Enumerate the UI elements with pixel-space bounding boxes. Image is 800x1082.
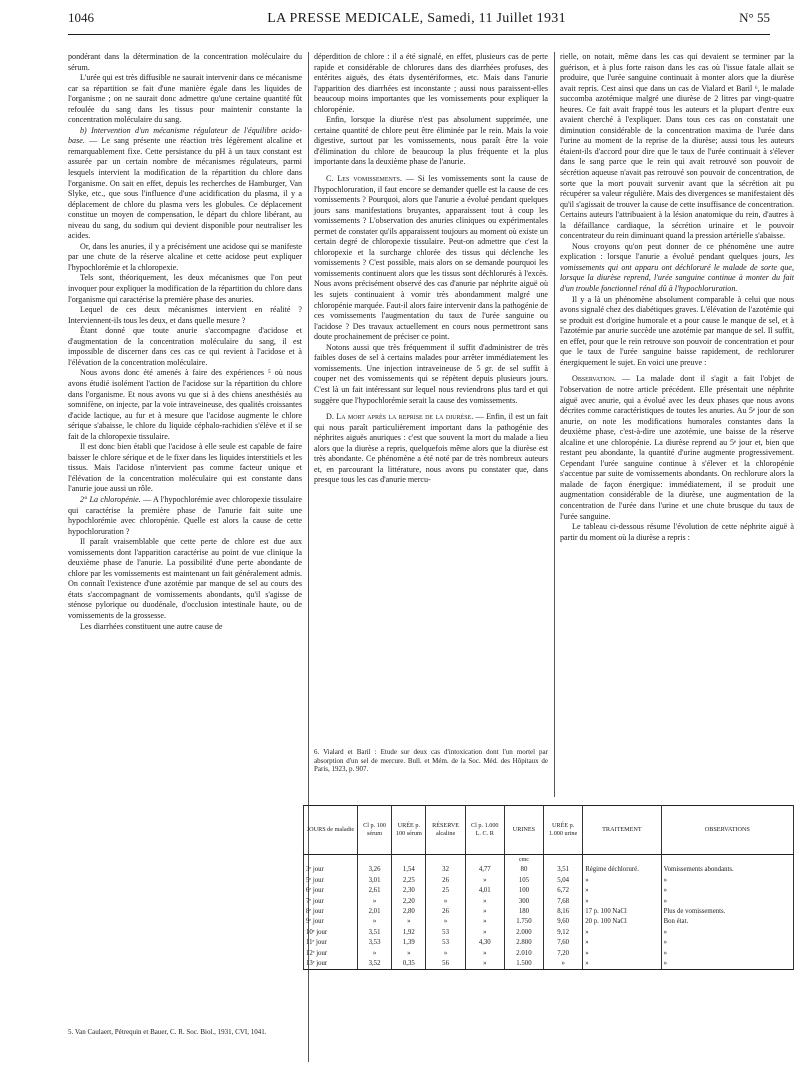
table-cell: 3,51 bbox=[544, 865, 583, 875]
table-cell: 2,80 bbox=[392, 907, 426, 917]
paragraph-text: Or, dans les anuries, il y a précisément une acidose qui se manifeste par une chute de la réserve alcaline et cette acidose peut expliquer l'hypochlorémie et la chloropexie. bbox=[68, 241, 302, 272]
table-cell: » bbox=[583, 959, 661, 970]
table-cell: 4,01 bbox=[465, 886, 504, 896]
table-cell: 300 bbox=[504, 897, 543, 907]
paragraph bbox=[68, 273, 302, 305]
table-cell: 0,35 bbox=[392, 959, 426, 970]
unit-row bbox=[304, 855, 794, 866]
table-cell: » bbox=[465, 917, 504, 927]
table-cell: 8ᵉ jour bbox=[304, 907, 358, 917]
table-cell: 4,77 bbox=[465, 865, 504, 875]
table-cell: » bbox=[465, 959, 504, 970]
paragraph-text: rielle, on notait, même dans les cas qui devaient se terminer par la guérison, et à plus forte raison dans les cas où l'issue fatale allait se produire, que l'urée sanguine continuait à monter alors que la diurèse avait repris. Cest ainsi que dans un cas de Vialard et Baril ⁶, le malade succomba azotémique malgré une diurèse de 2 litres par vingt-quatre heures. Ce fait avait frappé tous les auteurs et la plupart d'entre eux avaient cherché à l'expliquer. Dans tous ces cas on constatait une diminution considérable de la concentration maxima de l'urée dans l'urine au moment de la reprise de la diurèse; aussi tous les auteurs étaient-ils d'accord pour dire que le taux de l'urée continuait à s'élever dans le sang parce que le rein qui avait retrouvé son pouvoir de sécrétion aqueuse n'avait pas retrouvé son pouvoir de concentration, de sorte que la mort pouvait survenir avant que la sécrétion ait pu récupérer sa valeur régulière. Mais des divergences se manifestaient dès qu'il s'agissait de trouver la cause de cette insuffisance de concentration. Certains auteurs l'attribuaient à la lésion anatomique du rein, d'autres à la défaillance cardiaque, la sécrétion urinaire et le pouvoir concentrateur du rein diminuant quand la pression artérielle s'abaisse. bbox=[560, 52, 794, 241]
table-cell: 2.800 bbox=[504, 938, 543, 948]
table-cell: 1,54 bbox=[392, 865, 426, 875]
table-cell: 5,04 bbox=[544, 876, 583, 886]
paragraph-text: Tels sont, théoriquement, les deux mécanismes que l'on peut invoquer pour expliquer la modification de la répartition du chlore dans l'organisme qui caractérise la première phase des anuries. bbox=[68, 273, 302, 304]
table-cell: 26 bbox=[426, 907, 465, 917]
column-header: Cl p. 100 sérum bbox=[357, 806, 391, 855]
table-cell: 3ᵉ jour bbox=[304, 865, 358, 875]
paragraph-text: Il est donc bien établi que l'acidose à elle seule est capable de faire baisser le chlore sérique et de le fixer dans les liquides interstitiels et les tissus. Mais l'acidose n'intervient pas comme facteur unique et l'élévation de la concentration moléculaire qui est constante dans l'anurie joue aussi un rôle. bbox=[68, 442, 302, 494]
subsection-lead: 2° La chloropénie. bbox=[80, 494, 141, 504]
paragraph-text: Nous avons donc été amenés à faire des expériences ⁵ où nous avons étudié isolément l'action de l'acidose sur la répartition du chlore dans l'organisme. Et nous avons vu que si à des chiens anesthésiés au somnifène, on injecte, par la voie intraveineuse, des qualités croissantes d'acide lactique, au fur et à mesure que l'acidose augmente le chlore sérique s'abaisse, le chlore du liquide céphalo-rachidien s'élève et il se fait de la chloropexie tissulaire. bbox=[68, 368, 302, 441]
unit-cell bbox=[392, 855, 426, 866]
paragraph-text: Nous croyons qu'on peut donner de ce phénomène une autre explication : lorsque l'anurie a évolué pendant quelques jours, bbox=[560, 241, 794, 262]
paragraph-text: — La malade dont il s'agit a fait l'objet de l'observation de notre article précédent. Elle présentait une néphrite aiguë avec anurie, qui a évolué avec les deux phases que nous avons décrites comme caractéristiques de toutes les anuries. Au 5ᵉ jour de son anurie, on note les modifications humorales constantes dans la deuxième phase, c'est-à-dire une azotémie, une baisse de la réserve alcaline et une chloropénie. La diurèse reprend au 5ᵉ jour et, bien que restant peu abondante, la quantité d'urine augmente progressivement. Cependant l'urée sanguine continue à s'élever et la chloropénie s'accentue par suite de vomissements abondants. On rechlorure alors la malade de façon énergique: immédiatement, il se produit une augmentation considérable de la diurèse, une augmentation de la concentration de l'urée dans l'urine et une chute brusque du taux de l'urée sanguine. bbox=[560, 374, 794, 521]
paragraph bbox=[314, 412, 548, 486]
table-cell: » bbox=[357, 897, 391, 907]
table-cell: » bbox=[426, 897, 465, 907]
column-1 bbox=[68, 52, 302, 632]
table-cell: Bon état. bbox=[661, 917, 793, 927]
table-cell: 12ᵉ jour bbox=[304, 949, 358, 959]
table-cell: 26 bbox=[426, 876, 465, 886]
table-cell: » bbox=[583, 928, 661, 938]
paragraph-text: — A l'hypochlorémie avec chloropexie tissulaire qui caractérise la première phase de l'anurie fait suite une hypochlorémie avec chloropénie. Quelle est alors la cause de cette hypochloruration ? bbox=[68, 494, 302, 536]
column-header: JOURS de maladie bbox=[304, 806, 358, 855]
table-cell: 2,01 bbox=[357, 907, 391, 917]
table-cell: » bbox=[357, 949, 391, 959]
table-cell: 13ᵉ jour bbox=[304, 959, 358, 970]
table-row bbox=[304, 886, 794, 896]
table-cell: » bbox=[661, 959, 793, 970]
column-header: Cl p. 1.000 L. C. R bbox=[465, 806, 504, 855]
paragraph-text: Enfin, lorsque la diurèse n'est pas absolument supprimée, une certaine quantité de chlore peut être éliminée par le rein. Mais la voie digestive, surtout par les vomissements, nous paraît être la voie d'élimination du chlore de beaucoup la plus fréquente et la plus importante dans la deuxième phase de l'anurie. bbox=[314, 115, 548, 167]
table-cell: » bbox=[661, 897, 793, 907]
table-cell: » bbox=[426, 949, 465, 959]
table-cell: 2,61 bbox=[357, 886, 391, 896]
paragraph-text: — Le sang présente une réaction très légèrement alcaline et remarquablement fixe. Cette persistance du pH à un taux constant est assurée par un certain nombre de mécanismes régulateurs, parmi lesquels intervient la modification de la répartition du chlore dans l'organisme. On sait en effet, depuis les recherches de Hamburger, Van Slyke, etc., que sous l'influence d'une acidification du plasma, il y a déplacement de chlore du plasma vers les globules. Ce déplacement constitue un moyen de compensation, le départ du chlore libérant, au niveau du sang, du sodium qui devient disponible pour neutraliser les acides. bbox=[68, 136, 302, 241]
table-cell: » bbox=[392, 917, 426, 927]
paragraph-text: — Si les vomissements sont la cause de l'hypochloruration, il faut encore se demander quelle est la cause de ces vomissements ? Pourquoi, alors que l'anurie a évolué pendant quelques jours sans manifestations bruyantes, apparaissent tout à coup les vomissements ? L'observation des anuries cliniques ou expérimentales permet de constater qu'ils apparaissent toujours au moment où existe un certain degré de chloropexie tissulaire. Peut-on admettre que c'est la chloropexie et la surcharge chlorée des tissus qui déclenche les vomissements ? C'est possible, mais alors on se demande pourquoi les vomissements continuent alors que les tissus sont déchlorurés à l'excès. Nous avons précisément observé des cas d'anurie par néphrite aiguë où les sujets continuaient à vomir très abondamment malgré une chloropénie marquée. Faut-il alors faire intervenir dans la pathogénie de ces vomissements l'augmentation du taux de l'urée sanguine ou l'acidose ? Des travaux actuellement en cours nous permettront sans doute prochainement de préciser ce point. bbox=[314, 174, 548, 342]
table-cell: » bbox=[465, 949, 504, 959]
paragraph bbox=[68, 305, 302, 326]
table-row bbox=[304, 949, 794, 959]
table-cell: 2.000 bbox=[504, 928, 543, 938]
column-header: URÉE p. 100 sérum bbox=[392, 806, 426, 855]
table-cell: 7,60 bbox=[544, 938, 583, 948]
table-cell: » bbox=[661, 928, 793, 938]
journal-name: LA PRESSE MEDICALE, bbox=[267, 11, 424, 26]
unit-cell bbox=[583, 855, 661, 866]
subsection-lead: b) Intervention d'un mécanisme régulateur de l'équilibre acido-base. bbox=[68, 125, 302, 146]
table-cell: Vomissements abondants. bbox=[661, 865, 793, 875]
paragraph bbox=[314, 343, 548, 406]
table-cell: » bbox=[465, 928, 504, 938]
table-cell: Plus de vomissements. bbox=[661, 907, 793, 917]
table-cell: 1,92 bbox=[392, 928, 426, 938]
table-cell: 17 p. 100 NaCl bbox=[583, 907, 661, 917]
column-header: URINES bbox=[504, 806, 543, 855]
paragraph bbox=[314, 52, 548, 115]
footnote-6: 6. Vialard et Baril : Etude sur deux cas d'intoxication dont l'un mortel par absorption d'un sel de mercure. Bull. et Mém. de la Soc. Méd. des Hôpitaux de Paris, 1923, p. 907. bbox=[314, 748, 548, 774]
paragraph-text: Lequel de ces deux mécanismes intervient en réalité ? Interviennent-ils tous les deux, et dans quelle mesure ? bbox=[68, 305, 302, 325]
table-row bbox=[304, 907, 794, 917]
table-cell: 3,01 bbox=[357, 876, 391, 886]
unit-cell bbox=[661, 855, 793, 866]
table-cell: 3,53 bbox=[357, 938, 391, 948]
paragraph-text: Étant donné que toute anurie s'accompagne d'acidose et d'augmentation de la concentration moléculaire du sang, il est impossible de discerner dans ces cas ce qui revient à l'acidose et à l'élévation de la concentration moléculaire. bbox=[68, 326, 302, 367]
table-cell: 1,39 bbox=[392, 938, 426, 948]
paragraph bbox=[560, 242, 794, 295]
table-cell: 8,16 bbox=[544, 907, 583, 917]
paragraph-text: déperdition de chlore : il a été signalé, en effet, plusieurs cas de perte rapide et considérable de chlorures dans des diarrhées profuses, des entérites aiguës, des états dysentériformes, etc. Mais dans l'anurie l'apparition des diarrhées est inconstante ; aussi nous paraissent-elles beaucoup moins importantes que les vomissements pour expliquer la chloropénie. bbox=[314, 52, 548, 114]
page-number: 1046 bbox=[68, 10, 94, 25]
results-table bbox=[303, 805, 794, 970]
column-header: RÉSERVE alcaline bbox=[426, 806, 465, 855]
table-cell: » bbox=[583, 897, 661, 907]
column-divider bbox=[554, 52, 555, 797]
table-body bbox=[304, 855, 794, 970]
table-cell: 1.500 bbox=[504, 959, 543, 970]
table-cell: » bbox=[544, 959, 583, 970]
unit-cell bbox=[544, 855, 583, 866]
table-cell: 3,26 bbox=[357, 865, 391, 875]
table-row bbox=[304, 897, 794, 907]
paragraph-text: Les diarrhées constituent une autre cause de bbox=[80, 621, 223, 631]
table-cell: 2.010 bbox=[504, 949, 543, 959]
table-cell: 3,52 bbox=[357, 959, 391, 970]
paragraph bbox=[68, 126, 302, 242]
table-row bbox=[304, 876, 794, 886]
table-cell: » bbox=[661, 949, 793, 959]
table-cell: 9,12 bbox=[544, 928, 583, 938]
table-cell: 6ᵉ jour bbox=[304, 886, 358, 896]
paragraph bbox=[560, 522, 794, 543]
page-header bbox=[68, 10, 770, 35]
paragraph bbox=[68, 326, 302, 368]
paragraph bbox=[560, 295, 794, 369]
paragraph bbox=[68, 242, 302, 274]
table-header-row bbox=[304, 806, 794, 855]
table-cell: 80 bbox=[504, 865, 543, 875]
table-cell: 180 bbox=[504, 907, 543, 917]
table-cell: » bbox=[583, 876, 661, 886]
paragraph-text: Notons aussi que très fréquemment il suffit d'administrer de très faibles doses de sel à certains malades pour arrêter immédiatement les vomissements. Une injection intraveineuse de 5 gr. de sel suffit à couper net des vomissements qui se répètent depuis plusieurs jours. C'est là un fait intéressant sur lequel nous reviendrons plus tard et qui suggère que l'hypochlorémie serait la cause des vomissements. bbox=[314, 342, 548, 405]
table-cell: 32 bbox=[426, 865, 465, 875]
table-cell: 9ᵉ jour bbox=[304, 917, 358, 927]
table-row bbox=[304, 928, 794, 938]
table-cell: » bbox=[583, 949, 661, 959]
column-header: OBSERVATIONS bbox=[661, 806, 793, 855]
unit-cell: cmc bbox=[504, 855, 543, 866]
paragraph bbox=[314, 174, 548, 343]
issue-number: N° 55 bbox=[739, 10, 770, 25]
table-cell: » bbox=[583, 938, 661, 948]
table-cell: 25 bbox=[426, 886, 465, 896]
table-cell: 7ᵉ jour bbox=[304, 897, 358, 907]
emphasis-text: les vomissements qui ont apparu ont déchloruré le malade de sorte que, lorsque la diurèse reprend, l'urée sanguine continue à monter du fait d'un trouble fonctionnel rénal dû à l'hypochloruration. bbox=[560, 252, 794, 294]
paragraph bbox=[68, 622, 302, 633]
paragraph bbox=[314, 115, 548, 168]
section-heading: D. La mort après la reprise de la diurèse. bbox=[326, 412, 474, 422]
table-cell: 6,72 bbox=[544, 886, 583, 896]
table-cell: 1.750 bbox=[504, 917, 543, 927]
table-cell: 7,68 bbox=[544, 897, 583, 907]
column-header: URÉE p. 1.000 urine bbox=[544, 806, 583, 855]
paragraph-text: Il paraît vraisemblable que cette perte de chlore est due aux vomissements dont l'apparition caractérise au point de vue clinique la deuxième phase de l'anurie. La possibilité d'une perte abondante de chlore par les vomissements est maintenant un fait généralement admis. On connaît l'existence d'une azotémie par manque de sel au cours des états s'accompagnant de vomissements abondants, qu'il s'agisse de sténose pylorique ou duodénale, d'occlusion intestinale haute, ou de vomissements de la grossesse. bbox=[68, 537, 302, 620]
paragraph-text: Le tableau ci-dessous résume l'évolution de cette néphrite aiguë à partir du moment où la diurèse a repris : bbox=[560, 522, 794, 542]
paragraph bbox=[68, 495, 302, 537]
paragraph bbox=[68, 73, 302, 126]
paragraph-text: L'urée qui est très diffusible ne saurait intervenir dans ce mécanisme car sa répartition se fait d'une manière égale dans les liquides de l'organisme ; on ne saurait donc admettre qu'une certaine quantité fût refoulée du sang dans les tissus pour maintenir constante la concentration moléculaire du sang. bbox=[68, 73, 302, 125]
table-cell: » bbox=[465, 897, 504, 907]
table-cell: 2,20 bbox=[392, 897, 426, 907]
column-2 bbox=[314, 52, 548, 486]
paragraph bbox=[68, 442, 302, 495]
paragraph bbox=[68, 368, 302, 442]
table-cell: 2,30 bbox=[392, 886, 426, 896]
paragraph bbox=[68, 52, 302, 73]
table-cell: » bbox=[661, 876, 793, 886]
table-cell: » bbox=[465, 876, 504, 886]
table-row bbox=[304, 938, 794, 948]
table-cell: 5ᵉ jour bbox=[304, 876, 358, 886]
footnote-5: 5. Van Caulaert, Pétrequin et Bauer, C. R. Soc. Biol., 1931, CVI, 1041. bbox=[68, 1028, 267, 1036]
table-cell: 53 bbox=[426, 938, 465, 948]
table-cell: 4,30 bbox=[465, 938, 504, 948]
table-row bbox=[304, 917, 794, 927]
table-cell: 100 bbox=[504, 886, 543, 896]
section-heading: C. Les vomissements. bbox=[326, 174, 402, 184]
unit-cell bbox=[465, 855, 504, 866]
table-row bbox=[304, 959, 794, 970]
paragraph bbox=[560, 374, 794, 522]
table-cell: Régime déchloruré. bbox=[583, 865, 661, 875]
column-header: TRAITEMENT bbox=[583, 806, 661, 855]
paragraph bbox=[68, 537, 302, 621]
column-3 bbox=[560, 52, 794, 543]
table-cell: 9,60 bbox=[544, 917, 583, 927]
table-cell: 11ᵉ jour bbox=[304, 938, 358, 948]
table-cell: » bbox=[426, 917, 465, 927]
paragraph-text: — Enfin, il est un fait qui nous paraît particulièrement important dans la pathogénie des néphrites aiguës anuriques : c'est que souvent la mort du malade a lieu alors que la diurèse a repris, quelquefois même alors que la diurèse est très abondante. Ce phénomène a été noté par de très nombreux auteurs et, en parcourant la littérature, nous avons pu constater que, dans presque tous les cas d'anurie mercu- bbox=[314, 412, 549, 485]
table-cell: 7,20 bbox=[544, 949, 583, 959]
paragraph-text: Il y a là un phénomène absolument comparable à celui que nous avons signalé chez des diabétiques graves. L'élévation de l'azotémie qui se produit est d'origine humorale et a pour cause le manque de sel, et à l'azotémie par anurie succède une azotémie par manque de sel. Il suffit, en effet, pour que le rein retrouve son pouvoir de concentration et pour que le taux de l'urée sanguine baisse rapidement, de rechlorurer énergiquement le sujet. En voici une preuve : bbox=[560, 294, 794, 367]
table-cell: 10ᵉ jour bbox=[304, 928, 358, 938]
table-cell: » bbox=[661, 938, 793, 948]
paragraph bbox=[560, 52, 794, 242]
table-cell: 105 bbox=[504, 876, 543, 886]
table-cell: 3,51 bbox=[357, 928, 391, 938]
table-cell: » bbox=[661, 886, 793, 896]
unit-cell bbox=[426, 855, 465, 866]
table-cell: 20 p. 100 NaCl bbox=[583, 917, 661, 927]
paragraph-text: pondérant dans la détermination de la concentration moléculaire du sérum. bbox=[68, 52, 302, 72]
table-cell: » bbox=[357, 917, 391, 927]
unit-cell bbox=[304, 855, 358, 866]
table-cell: 53 bbox=[426, 928, 465, 938]
issue-date: Samedi, 11 Juillet 1931 bbox=[427, 11, 566, 26]
table-cell: » bbox=[392, 949, 426, 959]
table-row bbox=[304, 865, 794, 875]
table-cell: » bbox=[583, 886, 661, 896]
table-cell: » bbox=[465, 907, 504, 917]
table-cell: 56 bbox=[426, 959, 465, 970]
section-heading: Observation. bbox=[572, 374, 616, 384]
table-cell: 2,25 bbox=[392, 876, 426, 886]
unit-cell bbox=[357, 855, 391, 866]
